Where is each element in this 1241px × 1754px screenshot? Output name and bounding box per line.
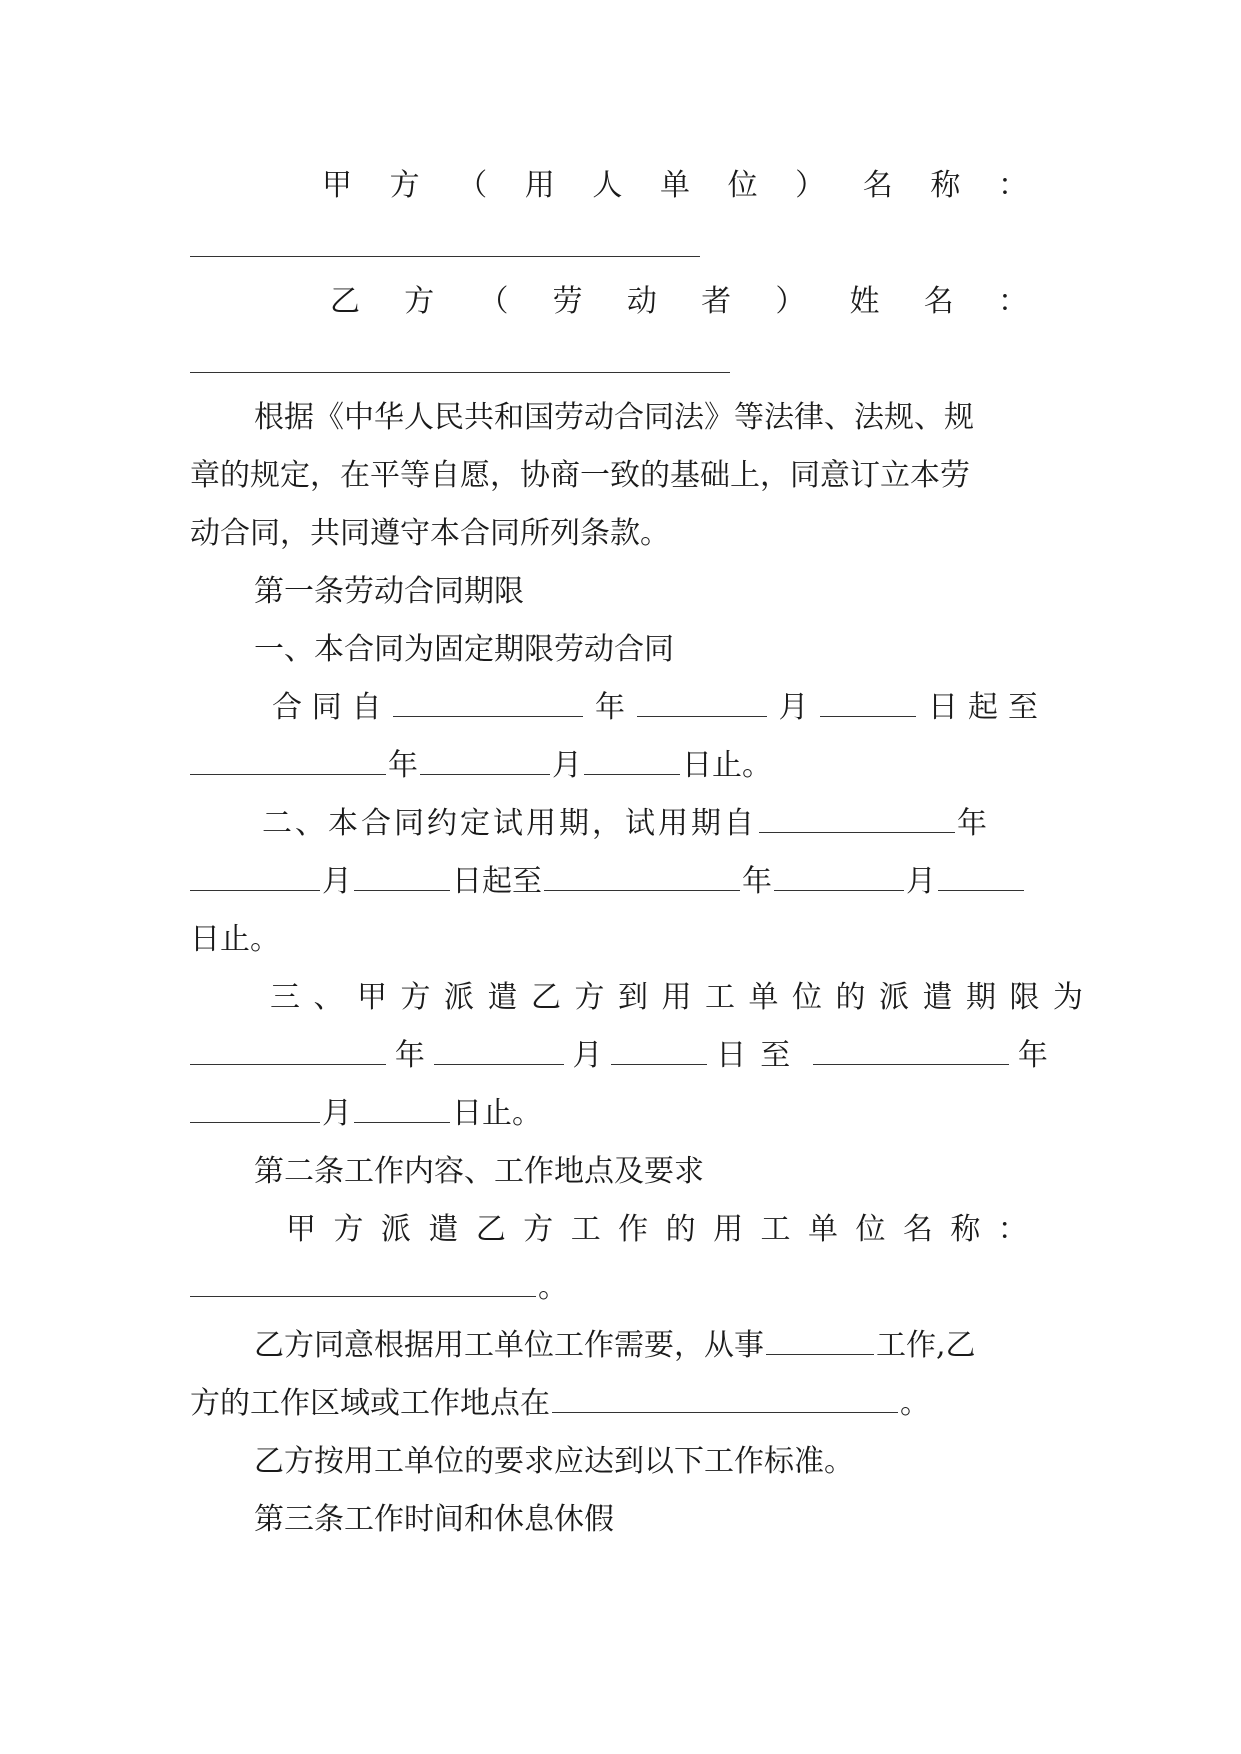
year-label: 年 [394,1038,425,1073]
unit-char: 用 [713,1212,744,1247]
unit-char: 遣 [428,1212,459,1247]
party-a-char: 用 [524,168,555,203]
party-a-char: 单 [659,168,690,203]
party-a-char: 称 [930,168,961,203]
party-a-char: ） [795,168,826,203]
employer-unit-blank[interactable] [190,1266,536,1297]
month-label: 月 [572,1038,603,1073]
probation-day-end: 日止。 [190,922,280,957]
period-mark: 。 [538,1270,568,1305]
year-label: 年 [742,864,772,899]
work-content-line [254,1324,1054,1368]
dispatch-start-year-blank[interactable] [190,1034,386,1065]
term-end-line [190,744,1050,788]
party-a-char: （ [457,168,488,203]
unit-char: 甲 [286,1212,316,1247]
probation-end-month-blank[interactable] [774,860,904,891]
work-standard-text: 乙方按用工单位的要求应达到以下工作标准。 [254,1444,854,1479]
unit-char: 方 [333,1212,364,1247]
month-label: 月 [778,690,809,725]
day-from-label: 日起至 [928,690,1048,725]
probation-start-month-blank[interactable] [190,860,320,891]
dispatch-period-line [190,1034,1048,1078]
party-b-char: 方 [404,284,435,319]
party-a-char: ： [997,168,1028,203]
party-b-char: 姓 [849,284,880,319]
term-char: 自 [351,690,382,725]
party-b-label [330,280,1028,324]
unit-char: 的 [665,1212,696,1247]
unit-char: 工 [570,1212,601,1247]
dispatch-end-month-blank[interactable] [190,1092,320,1123]
party-b-char: ） [775,284,806,319]
term-char: 同 [311,690,342,725]
month-label: 月 [552,748,582,783]
work-place-blank[interactable] [552,1382,898,1413]
year-label: 年 [388,748,418,783]
start-month-blank[interactable] [637,686,767,717]
unit-char: 作 [618,1212,649,1247]
month-label: 月 [322,1096,352,1131]
probation-end-year-blank[interactable] [544,860,740,891]
party-b-char: （ [478,284,509,319]
party-b-char: 乙 [330,284,360,319]
preamble-line: 章的规定，在平等自愿，协商一致的基础上，同意订立本劳 [190,458,970,493]
party-b-char: ： [997,284,1028,319]
article1-item3: 三、甲方派遣乙方到用工单位的派遣期限为 [270,980,1097,1015]
unit-char: ： [997,1212,1028,1247]
unit-char: 工 [760,1212,791,1247]
end-year-blank[interactable] [190,744,386,775]
employer-unit-line [190,1266,1050,1310]
day-end-label: 日止。 [452,1096,542,1131]
unit-char: 方 [523,1212,554,1247]
work-pre-text: 乙方同意根据用工单位工作需要，从事 [254,1328,764,1363]
probation-line [262,802,1052,846]
preamble-line: 根据《中华人民共和国劳动合同法》等法律、法规、规 [254,400,974,435]
probation-end-line [190,860,1050,904]
probation-start-year-blank[interactable] [759,802,955,833]
unit-char: 位 [855,1212,886,1247]
unit-char: 派 [380,1212,411,1247]
place-pre-text: 方的工作区域或工作地点在 [190,1386,550,1421]
party-a-char: 位 [727,168,758,203]
article1-title: 第一条劳动合同期限 [254,574,524,609]
probation-end-day-blank[interactable] [938,860,1024,891]
party-a-label [322,164,1028,208]
party-a-name-blank[interactable] [190,256,700,257]
start-day-blank[interactable] [820,686,916,717]
term-from-line [272,686,1048,730]
party-b-char: 动 [626,284,657,319]
start-year-blank[interactable] [393,686,583,717]
unit-char: 乙 [475,1212,506,1247]
day-to-label: 日至 [716,1038,805,1073]
dispatch-end-year-blank[interactable] [813,1034,1009,1065]
term-char: 合 [272,690,302,725]
article2-title: 第二条工作内容、工作地点及要求 [254,1154,704,1189]
end-day-blank[interactable] [584,744,680,775]
dispatch-end-day-blank[interactable] [354,1092,450,1123]
article3-title: 第三条工作时间和休息休假 [254,1502,614,1537]
unit-char: 单 [807,1212,838,1247]
party-b-char: 者 [701,284,732,319]
day-from-label: 日起至 [452,864,542,899]
unit-char: 称 [950,1212,981,1247]
party-a-char: 人 [592,168,623,203]
work-place-line [190,1382,1050,1426]
month-label: 月 [322,864,352,899]
dispatch-start-month-blank[interactable] [434,1034,564,1065]
work-type-blank[interactable] [766,1324,874,1355]
employer-unit-label [286,1208,1028,1252]
party-a-char: 方 [389,168,420,203]
year-label: 年 [595,690,625,725]
party-a-char: 名 [862,168,893,203]
party-b-char: 名 [923,284,954,319]
preamble-line: 动合同，共同遵守本合同所列条款。 [190,516,670,551]
year-label: 年 [957,806,987,841]
article1-item2: 二、本合同约定试用期，试用期自 [262,806,757,841]
period-mark: 。 [900,1386,930,1421]
unit-char: 名 [902,1212,933,1247]
work-mid-text: 工作,乙 [876,1328,976,1363]
month-label: 月 [906,864,936,899]
dispatch-start-day-blank[interactable] [611,1034,707,1065]
end-month-blank[interactable] [420,744,550,775]
article1-item1: 一、本合同为固定期限劳动合同 [254,632,674,667]
party-b-name-blank[interactable] [190,372,730,373]
dispatch-end-line [190,1092,1050,1136]
party-a-char: 甲 [322,168,352,203]
party-b-char: 劳 [552,284,583,319]
probation-start-day-blank[interactable] [354,860,450,891]
day-end-label: 日止。 [682,748,772,783]
year-label: 年 [1017,1038,1048,1073]
